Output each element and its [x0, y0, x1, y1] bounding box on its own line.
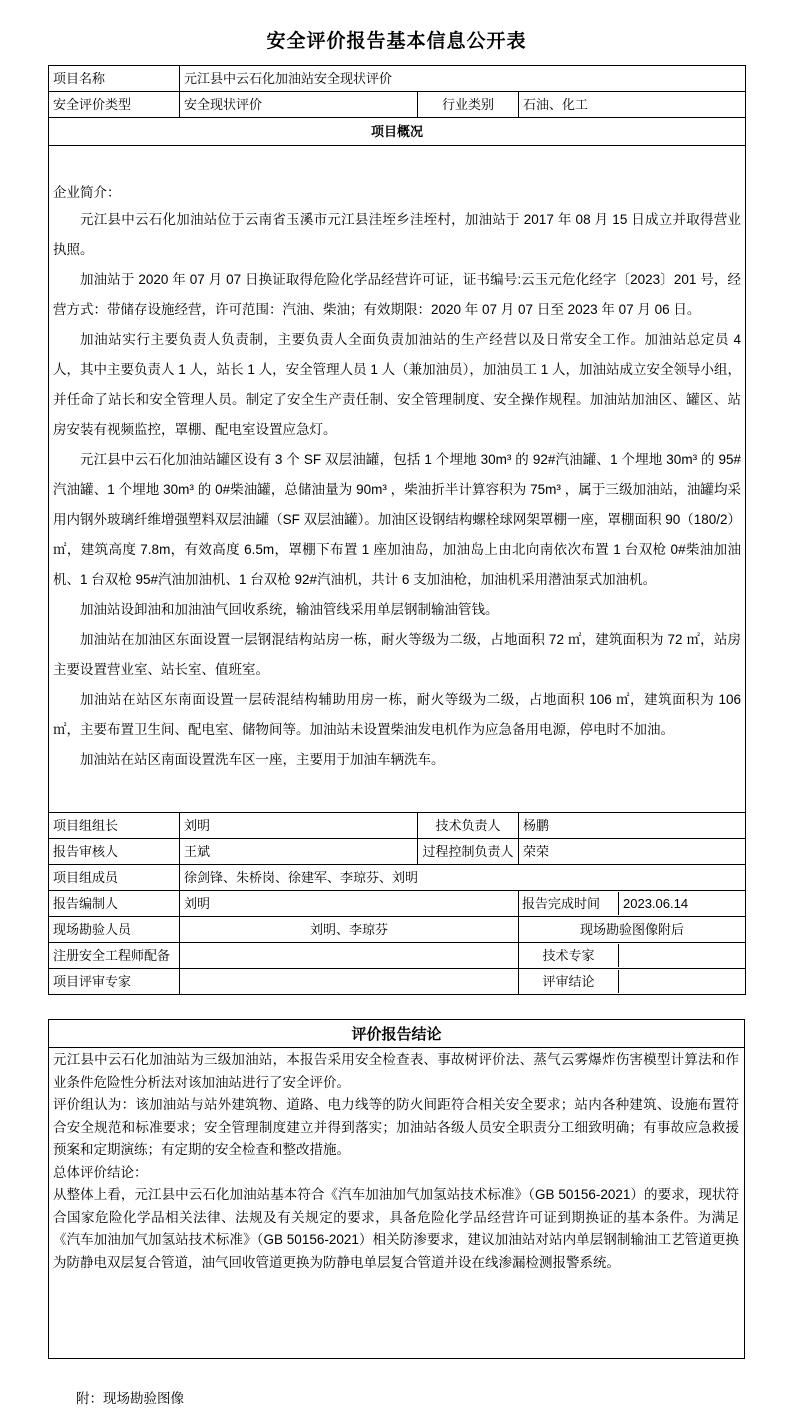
label-report-author: 报告编制人: [49, 891, 180, 917]
label-registered-engineer: 注册安全工程师配备: [49, 943, 180, 969]
label-report-reviewer: 报告审核人: [49, 839, 180, 865]
value-industry-category: 石油、化工: [519, 92, 746, 118]
table-row-eval-type: [49, 92, 746, 118]
table-row-review-experts: [49, 969, 746, 995]
value-technical-lead: 杨鹏: [519, 813, 746, 839]
value-review-conclusion: [619, 970, 746, 993]
value-site-survey-staff: 刘明、李琼芬: [180, 917, 519, 943]
report-date-cell: [519, 891, 746, 917]
overview-content: [49, 146, 746, 813]
table-row-overview-body: [49, 146, 746, 813]
table-row-team-leader: [49, 813, 746, 839]
value-site-survey-images: 现场勘验图像附后: [519, 917, 746, 943]
conclusion-line-1: 元江县中云石化加油站为三级加油站，本报告采用安全检查表、事故树评价法、蒸气云雾爆炸伤害模型计算法和作业条件危险性分析法对该加油站进行了安全评价。: [53, 1052, 739, 1090]
conclusion-header-row: [49, 1020, 745, 1048]
table-row-report-author: [49, 891, 746, 917]
value-project-name: 元江县中云石化加油站安全现状评价: [180, 66, 746, 92]
table-row-team-members: [49, 865, 746, 891]
overview-paragraph-2: 加油站于 2020 年 07 月 07 日换证取得危险化学品经营许可证，证书编号:云玉元危化经字〔2023〕201 号，经营方式：带储存设施经营，许可范围：汽油、柴油；有效期限：2020 年 07 月 07 日至 2023 年 07 月 06 日。: [53, 272, 742, 317]
overview-paragraph-1: 元江县中云石化加油站位于云南省玉溪市元江县洼垤乡洼垤村，加油站于 2017 年 08 月 15 日成立并取得营业执照。: [53, 212, 742, 257]
label-review-conclusion: 评审结论: [519, 970, 619, 993]
label-industry-category: 行业类别: [418, 92, 519, 118]
label-team-leader: 项目组组长: [49, 813, 180, 839]
review-conclusion-cell: [519, 969, 746, 995]
technical-expert-cell: [519, 943, 746, 969]
basic-info-table: [48, 65, 746, 995]
conclusion-table: [48, 1019, 745, 1359]
conclusion-body-row: [49, 1048, 745, 1359]
value-registered-engineer: [180, 943, 519, 969]
conclusion-content: [49, 1048, 745, 1359]
label-site-survey-staff: 现场勘验人员: [49, 917, 180, 943]
overview-paragraph-3: 加油站实行主要负责人负责制，主要负责人全面负责加油站的生产经营以及日常安全工作。加油站总定员 4 人，其中主要负责人 1 人，站长 1 人，安全管理人员 1 人（兼加油员），加油员工 1 人，加油站成立安全领导小组，并任命了站长和安全管理人员。制定了安全生产责任制、安全管理制度、安全操作规程。加油站加油区、罐区、站房安装有视频监控，罩棚、配电室设置应急灯。: [53, 332, 742, 437]
label-technical-lead: 技术负责人: [418, 813, 519, 839]
overview-paragraph-4: 元江县中云石化加油站罐区设有 3 个 SF 双层油罐，包括 1 个埋地 30m³ 的 92#汽油罐、1 个埋地 30m³ 的 95#汽油罐、1 个埋地 30m³ 的 0#柴油罐，总储油量为 90m³ ，柴油折半计算容积为 75m³ ，属于三级加油站，油罐均采用内钢外玻璃纤维增强塑料双层油罐（SF 双层油罐）。加油区设钢结构螺栓球网架罩棚一座，罩棚面积 90（180/2）㎡，建筑高度 7.8m，有效高度 6.5m，罩棚下布置 1 座加油岛，加油岛上由北向南依次布置 1 台双枪 0#柴油加油机、1 台双枪 95#汽油加油机、1 台双枪 92#汽油机，共计 6 支加油枪，加油机采用潜油泵式加油机。: [53, 452, 742, 587]
value-eval-type: 安全现状评价: [180, 92, 418, 118]
section-header-conclusion: 评价报告结论: [49, 1020, 745, 1048]
table-row-project-name: [49, 66, 746, 92]
label-process-control-lead: 过程控制负责人: [418, 839, 519, 865]
value-technical-expert: [619, 944, 746, 967]
label-team-members: 项目组成员: [49, 865, 180, 891]
value-report-date: 2023.06.14: [623, 896, 689, 911]
label-review-experts: 项目评审专家: [49, 969, 180, 995]
label-eval-type: 安全评价类型: [49, 92, 180, 118]
label-project-name: 项目名称: [49, 66, 180, 92]
value-report-reviewer: 王斌: [180, 839, 418, 865]
table-row-site-survey-staff: [49, 917, 746, 943]
attachment-note: 附：现场勘验图像: [76, 1391, 184, 1406]
conclusion-line-3: 总体评价结论：: [53, 1164, 148, 1180]
value-review-experts: [180, 969, 519, 995]
overview-paragraph-6: 加油站在加油区东面设置一层钢混结构站房一栋，耐火等级为二级，占地面积 72 ㎡，建筑面积为 72 ㎡，站房主要设置营业室、站长室、值班室。: [53, 632, 742, 677]
value-team-leader: 刘明: [180, 813, 418, 839]
conclusion-line-2: 评价组认为：该加油站与站外建筑物、道路、电力线等的防火间距符合相关安全要求；站内各种建筑、设施布置符合安全规范和标准要求；安全管理制度建立并得到落实；加油站各级人员安全职责分工细致明确；有事故应急救援预案和定期演练；有定期的安全检查和整改措施。: [53, 1097, 739, 1157]
table-row-report-reviewer: [49, 839, 746, 865]
overview-paragraph-8: 加油站在站区南面设置洗车区一座，主要用于加油车辆洗车。: [80, 752, 445, 767]
conclusion-line-4: 从整体上看，元江县中云石化加油站基本符合《汽车加油加气加氢站技术标准》（GB 50156-2021）的要求，现状符合国家危险化学品相关法律、法规及有关规定的要求，具备危险化学品经营许可证到期换证的基本条件。为满足《汽车加油加气加氢站技术标准》（GB 50156-2021）相关防渗要求，建议加油站对站内单层钢制输油工艺管道更换为防静电双层复合管道，油气回收管道更换为防静电单层复合管道并设在线渗漏检测报警系统。: [53, 1187, 739, 1270]
value-process-control-lead: 荣荣: [519, 839, 746, 865]
table-row-registered-engineer: [49, 943, 746, 969]
overview-intro-label: 企业简介：: [53, 185, 121, 200]
value-report-author: 刘明: [180, 891, 519, 917]
page-title: 安全评价报告基本信息公开表: [266, 31, 527, 52]
label-report-date: 报告完成时间: [519, 892, 619, 915]
value-team-members: 徐剑锋、朱桥岗、徐建军、李琼芬、刘明: [180, 865, 746, 891]
section-header-overview: 项目概况: [49, 118, 746, 146]
overview-paragraph-5: 加油站设卸油和加油油气回收系统，输油管线采用单层钢制输油管钱。: [80, 602, 499, 617]
overview-paragraph-7: 加油站在站区东南面设置一层砖混结构辅助用房一栋，耐火等级为二级，占地面积 106 ㎡，建筑面积为 106 ㎡，主要布置卫生间、配电室、储物间等。加油站未设置柴油发电机作为应急备用电源，停电时不加油。: [53, 692, 742, 737]
table-row-overview-header: [49, 118, 746, 146]
label-technical-expert: 技术专家: [519, 944, 619, 967]
